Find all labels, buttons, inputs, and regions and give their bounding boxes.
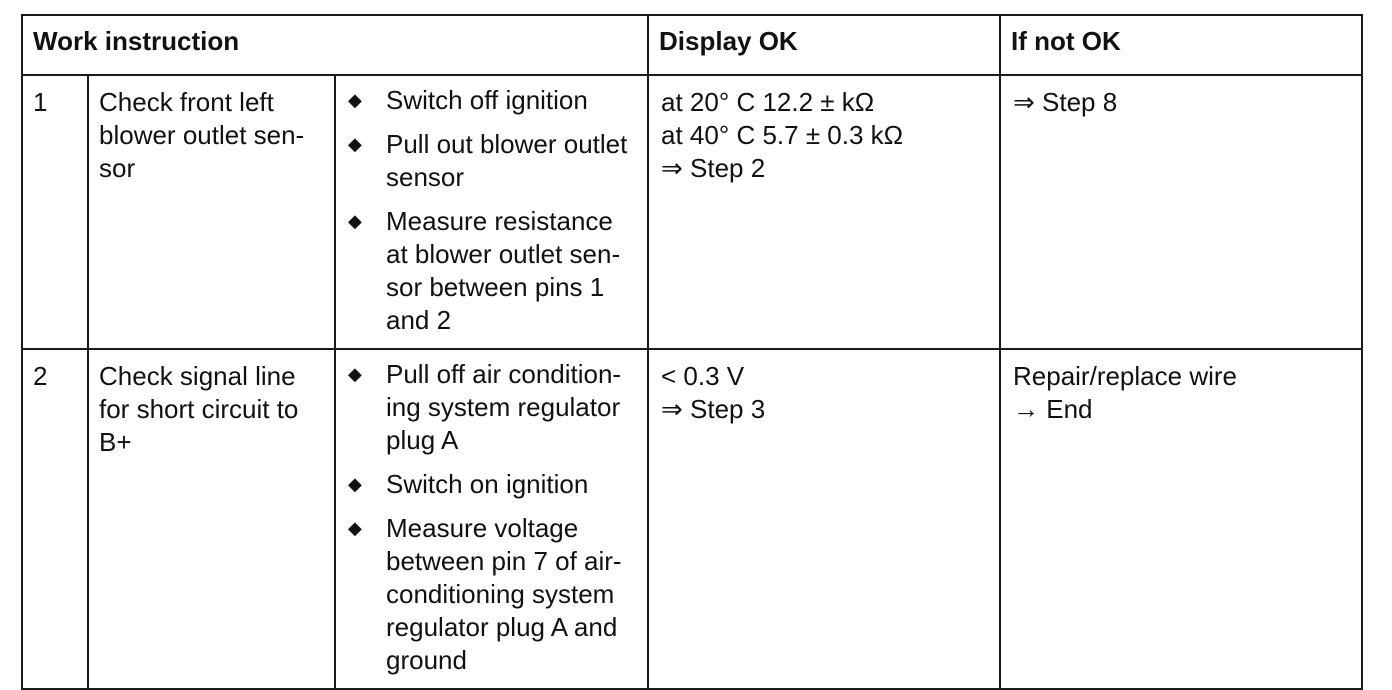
header-display-ok: Display OK [648,15,1000,75]
list-item [346,468,635,501]
step-text: Pull off air condition-ing system regulator plug A [386,359,622,455]
list-item [346,128,635,194]
step-number: 1 [22,75,88,349]
header-if-not-ok: If not OK [1000,15,1362,75]
step-list [346,358,635,677]
if-not-ok-line: ⇒ Step 8 [1013,87,1118,117]
display-ok-cell [648,349,1000,689]
diamond-bullet-icon: ◆ [348,364,362,384]
table-header-row [22,15,1362,75]
instruction-text: Check signal line for short circuit to B+ [88,349,335,689]
step-text: Measure resistance at blower outlet sen-sor between pins 1 and 2 [386,206,621,335]
step-number: 2 [22,349,88,689]
table-row [22,349,1362,689]
display-ok-line: < 0.3 V [661,361,745,391]
diamond-bullet-icon: ◆ [348,211,362,231]
header-work-instruction: Work instruction [22,15,648,75]
diamond-bullet-icon: ◆ [348,518,362,538]
list-item [346,84,635,117]
list-item [346,205,635,337]
diamond-bullet-icon: ◆ [348,90,362,110]
if-not-ok-cell [1000,75,1362,349]
step-text: Pull out blower outlet sensor [386,129,628,192]
display-ok-line: at 40° C 5.7 ± 0.3 kΩ [661,120,904,150]
display-ok-line: at 20° C 12.2 ± kΩ [661,87,875,117]
step-text: Measure voltage between pin 7 of air-conditioning system regulator plug A and ground [386,513,622,675]
display-ok-line: ⇒ Step 2 [661,153,766,183]
table-row [22,75,1362,349]
work-instruction-table [21,14,1363,690]
if-not-ok-line: Repair/replace wire [1013,361,1237,391]
diamond-bullet-icon: ◆ [348,474,362,494]
step-list-cell [335,75,648,349]
display-ok-line: ⇒ Step 3 [661,394,766,424]
if-not-ok-line: → End [1013,394,1093,424]
display-ok-cell [648,75,1000,349]
step-text: Switch on ignition [386,469,589,499]
if-not-ok-cell [1000,349,1362,689]
step-text: Switch off ignition [386,85,588,115]
list-item [346,358,635,457]
step-list [346,84,635,337]
diamond-bullet-icon: ◆ [348,134,362,154]
instruction-text: Check front left blower outlet sen-sor [88,75,335,349]
step-list-cell [335,349,648,689]
list-item [346,512,635,677]
